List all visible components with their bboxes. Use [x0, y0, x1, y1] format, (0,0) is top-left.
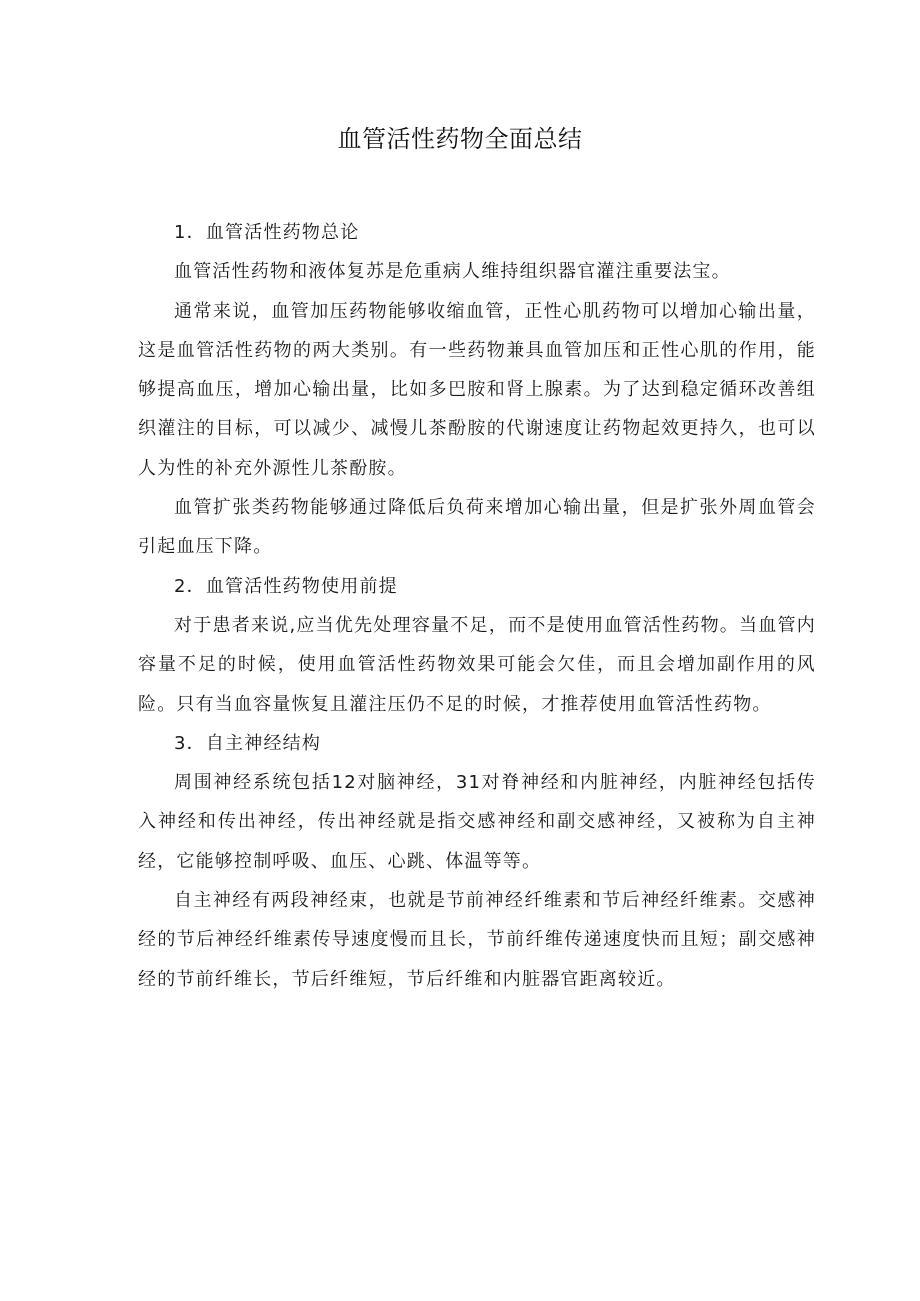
- paragraph: 血管活性药物和液体复苏是危重病人维持组织器官灌注重要法宝。: [174, 261, 731, 283]
- paragraph: 自主神经有两段神经束，也就是节前神经纤维素和节后神经纤维素。交感神经的节后神经纤维素传导速度慢而且长，节前纤维传递速度快而且短；副交感神经的节前纤维长，节后纤维短，节后纤维和内脏器官距离较近。: [138, 890, 816, 990]
- section-heading-1: 1．血管活性药物总论: [174, 222, 360, 243]
- section-heading-3: 3．自主神经结构: [174, 732, 322, 754]
- paragraph: 周围神经系统包括12对脑神经，31对脊神经和内脏神经，内脏神经包括传入神经和传出神经，传出神经就是指交感神经和副交感神经，又被称为自主神经，它能够控制呼吸、血压、心跳、体温等等。: [138, 772, 816, 872]
- document-title: 血管活性药物全面总结: [337, 125, 583, 153]
- document-body: [138, 213, 816, 999]
- section-heading-2: 2．血管活性药物使用前提: [174, 575, 398, 597]
- paragraph: 通常来说，血管加压药物能够收缩血管，正性心肌药物可以增加心输出量，这是血管活性药物的两大类别。有一些药物兼具血管加压和正性心肌的作用，能够提高血压，增加心输出量，比如多巴胺和肾上腺素。为了达到稳定循环改善组织灌注的目标，可以减少、减慢儿茶酚胺的代谢速度让药物起效更持久，也可以人为性的补充外源性儿茶酚胺。: [138, 300, 816, 479]
- paragraph: 对于患者来说,应当优先处理容量不足，而不是使用血管活性药物。当血管内容量不足的时候，使用血管活性药物效果可能会欠佳，而且会增加副作用的风险。只有当血容量恢复且灌注压仍不足的时候，才推荐使用血管活性药物。: [138, 614, 816, 715]
- paragraph: 血管扩张类药物能够通过降低后负荷来增加心输出量，但是扩张外周血管会引起血压下降。: [138, 497, 816, 558]
